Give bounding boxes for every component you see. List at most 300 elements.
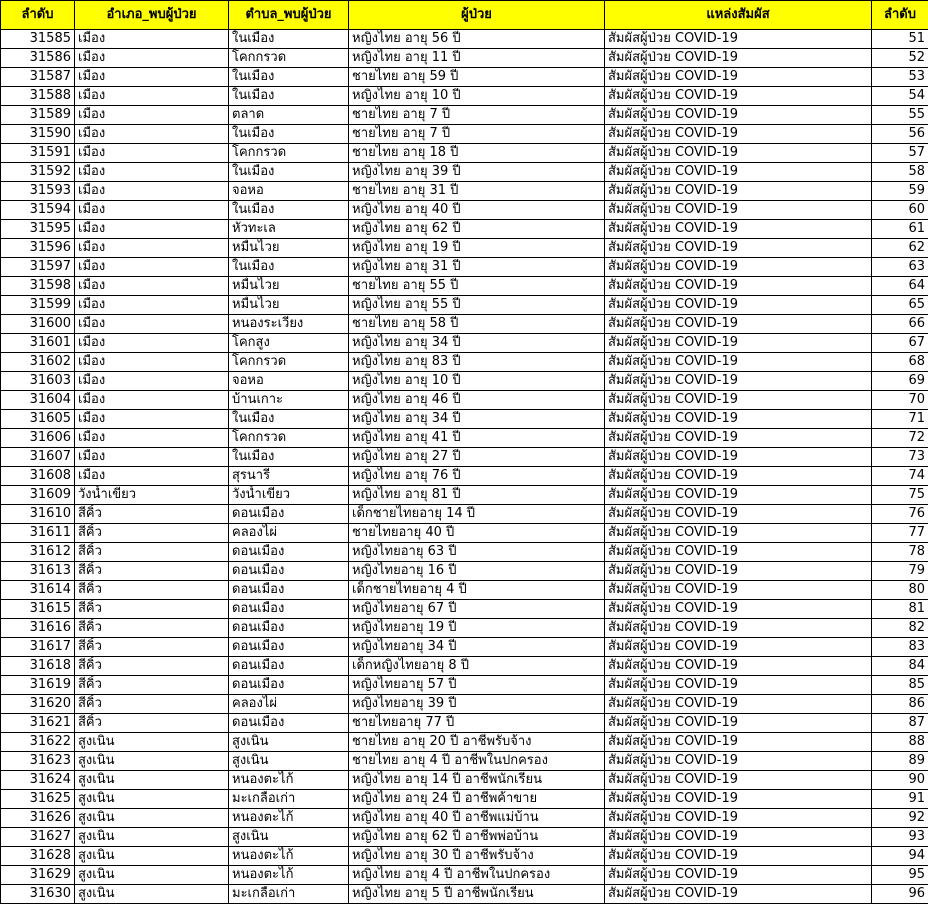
subdistrict-cell: ดอนเมือง	[229, 676, 349, 695]
sequence-cell: 70	[872, 391, 928, 410]
table-row	[1, 581, 928, 600]
case-no-cell: 31596	[1, 239, 75, 258]
case-no-cell: 31592	[1, 163, 75, 182]
case-no-cell: 31591	[1, 144, 75, 163]
district-cell: เมือง	[75, 125, 229, 144]
subdistrict-cell: หัวทะเล	[229, 220, 349, 239]
case-no-cell: 31604	[1, 391, 75, 410]
table-row	[1, 277, 928, 296]
case-no-cell: 31585	[1, 30, 75, 49]
sequence-cell: 55	[872, 106, 928, 125]
subdistrict-cell: คลองไผ่	[229, 695, 349, 714]
case-no-cell: 31619	[1, 676, 75, 695]
sequence-cell: 74	[872, 467, 928, 486]
patient-cell: ชายไทย อายุ 4 ปี อาชีพในปกครอง	[349, 752, 605, 771]
subdistrict-cell: คลองไผ่	[229, 524, 349, 543]
table-row	[1, 220, 928, 239]
sequence-cell: 61	[872, 220, 928, 239]
patient-cell: ชายไทยอายุ 77 ปี	[349, 714, 605, 733]
case-no-cell: 31611	[1, 524, 75, 543]
case-no-cell: 31618	[1, 657, 75, 676]
sequence-cell: 86	[872, 695, 928, 714]
contact-source-cell: สัมผัสผู้ป่วย COVID-19	[605, 828, 872, 847]
sequence-cell: 81	[872, 600, 928, 619]
case-no-cell: 31624	[1, 771, 75, 790]
table-row	[1, 505, 928, 524]
subdistrict-cell: ในเมือง	[229, 410, 349, 429]
table-row	[1, 49, 928, 68]
case-no-cell: 31607	[1, 448, 75, 467]
contact-source-cell: สัมผัสผู้ป่วย COVID-19	[605, 163, 872, 182]
district-cell: เมือง	[75, 220, 229, 239]
patient-cell: หญิงไทย อายุ 27 ปี	[349, 448, 605, 467]
case-no-cell: 31595	[1, 220, 75, 239]
patient-cell: เด็กชายไทยอายุ 14 ปี	[349, 505, 605, 524]
contact-source-cell: สัมผัสผู้ป่วย COVID-19	[605, 562, 872, 581]
contact-source-cell: สัมผัสผู้ป่วย COVID-19	[605, 391, 872, 410]
district-cell: สีคิ้ว	[75, 695, 229, 714]
case-no-cell: 31625	[1, 790, 75, 809]
contact-source-cell: สัมผัสผู้ป่วย COVID-19	[605, 885, 872, 904]
district-cell: เมือง	[75, 182, 229, 201]
table-row	[1, 619, 928, 638]
sequence-cell: 73	[872, 448, 928, 467]
subdistrict-cell: ดอนเมือง	[229, 714, 349, 733]
table-row	[1, 106, 928, 125]
subdistrict-cell: บ้านเกาะ	[229, 391, 349, 410]
table-row	[1, 562, 928, 581]
contact-source-cell: สัมผัสผู้ป่วย COVID-19	[605, 429, 872, 448]
patient-cell: หญิงไทย อายุ 62 ปี อาชีพพ่อบ้าน	[349, 828, 605, 847]
subdistrict-cell: โคกกรวด	[229, 429, 349, 448]
district-cell: สูงเนิน	[75, 790, 229, 809]
case-no-cell: 31603	[1, 372, 75, 391]
table-row	[1, 296, 928, 315]
contact-source-cell: สัมผัสผู้ป่วย COVID-19	[605, 296, 872, 315]
table-row	[1, 866, 928, 885]
subdistrict-cell: จอหอ	[229, 372, 349, 391]
contact-source-cell: สัมผัสผู้ป่วย COVID-19	[605, 239, 872, 258]
patient-cell: เด็กหญิงไทยอายุ 8 ปี	[349, 657, 605, 676]
district-cell: เมือง	[75, 30, 229, 49]
subdistrict-cell: หมื่นไวย	[229, 277, 349, 296]
patient-cell: หญิงไทยอายุ 19 ปี	[349, 619, 605, 638]
table-row	[1, 676, 928, 695]
sequence-cell: 59	[872, 182, 928, 201]
subdistrict-cell: ตลาด	[229, 106, 349, 125]
case-no-cell: 31590	[1, 125, 75, 144]
case-no-cell: 31627	[1, 828, 75, 847]
sequence-cell: 63	[872, 258, 928, 277]
subdistrict-cell: ดอนเมือง	[229, 562, 349, 581]
table-row	[1, 714, 928, 733]
sequence-cell: 66	[872, 315, 928, 334]
district-cell: สูงเนิน	[75, 885, 229, 904]
district-cell: เมือง	[75, 277, 229, 296]
sequence-cell: 79	[872, 562, 928, 581]
subdistrict-cell: ในเมือง	[229, 201, 349, 220]
contact-source-cell: สัมผัสผู้ป่วย COVID-19	[605, 258, 872, 277]
table-row	[1, 68, 928, 87]
case-no-cell: 31588	[1, 87, 75, 106]
contact-source-cell: สัมผัสผู้ป่วย COVID-19	[605, 733, 872, 752]
district-cell: เมือง	[75, 391, 229, 410]
district-cell: เมือง	[75, 87, 229, 106]
case-no-cell: 31589	[1, 106, 75, 125]
district-cell: สีคิ้ว	[75, 581, 229, 600]
table-row	[1, 315, 928, 334]
sequence-cell: 58	[872, 163, 928, 182]
district-cell: เมือง	[75, 353, 229, 372]
district-cell: เมือง	[75, 448, 229, 467]
district-cell: สีคิ้ว	[75, 524, 229, 543]
district-cell: เมือง	[75, 239, 229, 258]
district-cell: สีคิ้ว	[75, 676, 229, 695]
case-no-cell: 31615	[1, 600, 75, 619]
sequence-cell: 78	[872, 543, 928, 562]
subdistrict-cell: ในเมือง	[229, 30, 349, 49]
patient-cell: หญิงไทย อายุ 10 ปี	[349, 372, 605, 391]
patient-cell: หญิงไทยอายุ 67 ปี	[349, 600, 605, 619]
table-row	[1, 144, 928, 163]
sequence-cell: 89	[872, 752, 928, 771]
case-no-cell: 31628	[1, 847, 75, 866]
sequence-cell: 75	[872, 486, 928, 505]
patient-cell: หญิงไทยอายุ 34 ปี	[349, 638, 605, 657]
contact-source-cell: สัมผัสผู้ป่วย COVID-19	[605, 600, 872, 619]
district-cell: เมือง	[75, 201, 229, 220]
contact-source-cell: สัมผัสผู้ป่วย COVID-19	[605, 847, 872, 866]
table-row	[1, 353, 928, 372]
case-no-cell: 31586	[1, 49, 75, 68]
contact-source-cell: สัมผัสผู้ป่วย COVID-19	[605, 30, 872, 49]
district-cell: สูงเนิน	[75, 733, 229, 752]
district-cell: เมือง	[75, 410, 229, 429]
case-no-cell: 31606	[1, 429, 75, 448]
subdistrict-cell: หนองตะไก้	[229, 847, 349, 866]
subdistrict-cell: ดอนเมือง	[229, 543, 349, 562]
patient-cell: หญิงไทย อายุ 34 ปี	[349, 334, 605, 353]
contact-source-cell: สัมผัสผู้ป่วย COVID-19	[605, 752, 872, 771]
table-row	[1, 391, 928, 410]
patient-cell: หญิงไทยอายุ 39 ปี	[349, 695, 605, 714]
table-row	[1, 448, 928, 467]
patient-cell: ชายไทย อายุ 58 ปี	[349, 315, 605, 334]
subdistrict-cell: วังน้ำเขียว	[229, 486, 349, 505]
district-cell: สีคิ้ว	[75, 600, 229, 619]
subdistrict-cell: หมื่นไวย	[229, 239, 349, 258]
case-no-cell: 31587	[1, 68, 75, 87]
patient-cell: หญิงไทย อายุ 40 ปี	[349, 201, 605, 220]
contact-source-cell: สัมผัสผู้ป่วย COVID-19	[605, 866, 872, 885]
contact-source-cell: สัมผัสผู้ป่วย COVID-19	[605, 714, 872, 733]
table-row	[1, 467, 928, 486]
table-row	[1, 885, 928, 904]
patient-cell: ชายไทย อายุ 55 ปี	[349, 277, 605, 296]
table-row	[1, 828, 928, 847]
patient-cell: หญิงไทย อายุ 14 ปี อาชีพนักเรียน	[349, 771, 605, 790]
patient-cell: ชายไทย อายุ 59 ปี	[349, 68, 605, 87]
contact-source-cell: สัมผัสผู้ป่วย COVID-19	[605, 467, 872, 486]
sequence-cell: 62	[872, 239, 928, 258]
district-cell: เมือง	[75, 372, 229, 391]
contact-source-cell: สัมผัสผู้ป่วย COVID-19	[605, 410, 872, 429]
contact-source-cell: สัมผัสผู้ป่วย COVID-19	[605, 505, 872, 524]
patient-cell: หญิงไทย อายุ 41 ปี	[349, 429, 605, 448]
subdistrict-cell: ดอนเมือง	[229, 505, 349, 524]
district-cell: สีคิ้ว	[75, 562, 229, 581]
patient-cell: หญิงไทยอายุ 16 ปี	[349, 562, 605, 581]
table-row	[1, 429, 928, 448]
district-cell: เมือง	[75, 334, 229, 353]
contact-source-cell: สัมผัสผู้ป่วย COVID-19	[605, 543, 872, 562]
subdistrict-cell: ในเมือง	[229, 68, 349, 87]
table-row	[1, 600, 928, 619]
contact-source-cell: สัมผัสผู้ป่วย COVID-19	[605, 201, 872, 220]
contact-source-cell: สัมผัสผู้ป่วย COVID-19	[605, 695, 872, 714]
sequence-cell: 68	[872, 353, 928, 372]
district-cell: เมือง	[75, 258, 229, 277]
header-contact-source: แหล่งสัมผัส	[605, 1, 872, 30]
sequence-cell: 84	[872, 657, 928, 676]
table-row	[1, 125, 928, 144]
district-cell: สีคิ้ว	[75, 638, 229, 657]
sequence-cell: 64	[872, 277, 928, 296]
case-no-cell: 31598	[1, 277, 75, 296]
patient-cell: หญิงไทย อายุ 56 ปี	[349, 30, 605, 49]
subdistrict-cell: ในเมือง	[229, 87, 349, 106]
table-row	[1, 733, 928, 752]
contact-source-cell: สัมผัสผู้ป่วย COVID-19	[605, 49, 872, 68]
patient-cell: ชายไทย อายุ 31 ปี	[349, 182, 605, 201]
table-row	[1, 239, 928, 258]
contact-source-cell: สัมผัสผู้ป่วย COVID-19	[605, 353, 872, 372]
subdistrict-cell: ในเมือง	[229, 258, 349, 277]
sequence-cell: 60	[872, 201, 928, 220]
sequence-cell: 94	[872, 847, 928, 866]
district-cell: สูงเนิน	[75, 809, 229, 828]
district-cell: เมือง	[75, 163, 229, 182]
table-row	[1, 486, 928, 505]
sequence-cell: 85	[872, 676, 928, 695]
contact-source-cell: สัมผัสผู้ป่วย COVID-19	[605, 87, 872, 106]
district-cell: เมือง	[75, 49, 229, 68]
table-row	[1, 30, 928, 49]
sequence-cell: 92	[872, 809, 928, 828]
case-no-cell: 31626	[1, 809, 75, 828]
patient-cell: หญิงไทย อายุ 31 ปี	[349, 258, 605, 277]
sequence-cell: 80	[872, 581, 928, 600]
case-no-cell: 31616	[1, 619, 75, 638]
contact-source-cell: สัมผัสผู้ป่วย COVID-19	[605, 315, 872, 334]
subdistrict-cell: โคกกรวด	[229, 49, 349, 68]
patient-cell: หญิงไทย อายุ 34 ปี	[349, 410, 605, 429]
contact-source-cell: สัมผัสผู้ป่วย COVID-19	[605, 619, 872, 638]
district-cell: เมือง	[75, 68, 229, 87]
subdistrict-cell: จอหอ	[229, 182, 349, 201]
sequence-cell: 93	[872, 828, 928, 847]
case-no-cell: 31629	[1, 866, 75, 885]
patient-cell: หญิงไทย อายุ 62 ปี	[349, 220, 605, 239]
district-cell: สีคิ้ว	[75, 714, 229, 733]
case-no-cell: 31613	[1, 562, 75, 581]
district-cell: สูงเนิน	[75, 847, 229, 866]
contact-source-cell: สัมผัสผู้ป่วย COVID-19	[605, 182, 872, 201]
patient-cell: หญิงไทย อายุ 10 ปี	[349, 87, 605, 106]
district-cell: เมือง	[75, 106, 229, 125]
contact-source-cell: สัมผัสผู้ป่วย COVID-19	[605, 372, 872, 391]
patient-cell: หญิงไทย อายุ 4 ปี อาชีพในปกครอง	[349, 866, 605, 885]
table-row	[1, 182, 928, 201]
district-cell: สีคิ้ว	[75, 657, 229, 676]
district-cell: เมือง	[75, 315, 229, 334]
table-row	[1, 87, 928, 106]
contact-source-cell: สัมผัสผู้ป่วย COVID-19	[605, 334, 872, 353]
case-no-cell: 31601	[1, 334, 75, 353]
table-row	[1, 809, 928, 828]
sequence-cell: 76	[872, 505, 928, 524]
subdistrict-cell: สูงเนิน	[229, 733, 349, 752]
patient-cell: หญิงไทย อายุ 46 ปี	[349, 391, 605, 410]
district-cell: สีคิ้ว	[75, 543, 229, 562]
contact-source-cell: สัมผัสผู้ป่วย COVID-19	[605, 486, 872, 505]
table-row	[1, 638, 928, 657]
sequence-cell: 96	[872, 885, 928, 904]
contact-source-cell: สัมผัสผู้ป่วย COVID-19	[605, 68, 872, 87]
case-no-cell: 31614	[1, 581, 75, 600]
contact-source-cell: สัมผัสผู้ป่วย COVID-19	[605, 277, 872, 296]
patient-cell: หญิงไทย อายุ 83 ปี	[349, 353, 605, 372]
patient-cell: หญิงไทย อายุ 19 ปี	[349, 239, 605, 258]
subdistrict-cell: หนองตะไก้	[229, 866, 349, 885]
contact-source-cell: สัมผัสผู้ป่วย COVID-19	[605, 448, 872, 467]
contact-source-cell: สัมผัสผู้ป่วย COVID-19	[605, 220, 872, 239]
district-cell: สีคิ้ว	[75, 505, 229, 524]
patient-cell: หญิงไทย อายุ 5 ปี อาชีพนักเรียน	[349, 885, 605, 904]
sequence-cell: 56	[872, 125, 928, 144]
patient-cell: หญิงไทย อายุ 40 ปี อาชีพแม่บ้าน	[349, 809, 605, 828]
patient-cell: หญิงไทย อายุ 81 ปี	[349, 486, 605, 505]
sequence-cell: 51	[872, 30, 928, 49]
table-row	[1, 752, 928, 771]
sequence-cell: 65	[872, 296, 928, 315]
contact-source-cell: สัมผัสผู้ป่วย COVID-19	[605, 676, 872, 695]
sequence-cell: 72	[872, 429, 928, 448]
patient-cell: หญิงไทย อายุ 24 ปี อาชีพค้าขาย	[349, 790, 605, 809]
subdistrict-cell: สูงเนิน	[229, 752, 349, 771]
sequence-cell: 82	[872, 619, 928, 638]
table-row	[1, 410, 928, 429]
subdistrict-cell: ดอนเมือง	[229, 619, 349, 638]
case-no-cell: 31594	[1, 201, 75, 220]
case-no-cell: 31622	[1, 733, 75, 752]
sequence-cell: 77	[872, 524, 928, 543]
sequence-cell: 54	[872, 87, 928, 106]
case-no-cell: 31617	[1, 638, 75, 657]
contact-source-cell: สัมผัสผู้ป่วย COVID-19	[605, 524, 872, 543]
patient-cell: หญิงไทย อายุ 39 ปี	[349, 163, 605, 182]
patient-cell: เด็กชายไทยอายุ 4 ปี	[349, 581, 605, 600]
case-no-cell: 31593	[1, 182, 75, 201]
table-row	[1, 771, 928, 790]
contact-source-cell: สัมผัสผู้ป่วย COVID-19	[605, 809, 872, 828]
contact-source-cell: สัมผัสผู้ป่วย COVID-19	[605, 581, 872, 600]
subdistrict-cell: โคกกรวด	[229, 353, 349, 372]
sequence-cell: 52	[872, 49, 928, 68]
patient-cell: ชายไทย อายุ 7 ปี	[349, 125, 605, 144]
district-cell: วังน้ำเขียว	[75, 486, 229, 505]
sequence-cell: 57	[872, 144, 928, 163]
table-row	[1, 543, 928, 562]
contact-source-cell: สัมผัสผู้ป่วย COVID-19	[605, 106, 872, 125]
sequence-cell: 67	[872, 334, 928, 353]
district-cell: สีคิ้ว	[75, 619, 229, 638]
subdistrict-cell: หมื่นไวย	[229, 296, 349, 315]
subdistrict-cell: หนองตะไก้	[229, 809, 349, 828]
subdistrict-cell: หนองระเวียง	[229, 315, 349, 334]
patient-cell: ชายไทย อายุ 20 ปี อาชีพรับจ้าง	[349, 733, 605, 752]
patient-cell: หญิงไทยอายุ 63 ปี	[349, 543, 605, 562]
sequence-cell: 95	[872, 866, 928, 885]
subdistrict-cell: ดอนเมือง	[229, 581, 349, 600]
case-no-cell: 31612	[1, 543, 75, 562]
contact-source-cell: สัมผัสผู้ป่วย COVID-19	[605, 657, 872, 676]
district-cell: เมือง	[75, 429, 229, 448]
sequence-cell: 88	[872, 733, 928, 752]
case-no-cell: 31602	[1, 353, 75, 372]
table-row	[1, 847, 928, 866]
subdistrict-cell: ดอนเมือง	[229, 657, 349, 676]
patient-cell: หญิงไทย อายุ 30 ปี อาชีพรับจ้าง	[349, 847, 605, 866]
subdistrict-cell: โคกสูง	[229, 334, 349, 353]
table-row	[1, 372, 928, 391]
sequence-cell: 87	[872, 714, 928, 733]
patient-cell: ชายไทย อายุ 18 ปี	[349, 144, 605, 163]
table-row	[1, 790, 928, 809]
sequence-cell: 83	[872, 638, 928, 657]
case-no-cell: 31630	[1, 885, 75, 904]
case-no-cell: 31597	[1, 258, 75, 277]
district-cell: สูงเนิน	[75, 771, 229, 790]
contact-source-cell: สัมผัสผู้ป่วย COVID-19	[605, 790, 872, 809]
sequence-cell: 90	[872, 771, 928, 790]
header-patient: ผู้ป่วย	[349, 1, 605, 30]
table-row	[1, 524, 928, 543]
case-no-cell: 31620	[1, 695, 75, 714]
subdistrict-cell: มะเกลือเก่า	[229, 790, 349, 809]
patient-cell: หญิงไทย อายุ 76 ปี	[349, 467, 605, 486]
subdistrict-cell: สุรนารี	[229, 467, 349, 486]
district-cell: สูงเนิน	[75, 752, 229, 771]
case-no-cell: 31610	[1, 505, 75, 524]
table-row	[1, 695, 928, 714]
subdistrict-cell: ดอนเมือง	[229, 638, 349, 657]
header-subdistrict: ตำบล_พบผู้ป่วย	[229, 1, 349, 30]
district-cell: เมือง	[75, 144, 229, 163]
patient-cell: ชายไทยอายุ 40 ปี	[349, 524, 605, 543]
header-row	[1, 1, 928, 30]
sequence-cell: 71	[872, 410, 928, 429]
subdistrict-cell: ในเมือง	[229, 448, 349, 467]
sequence-cell: 69	[872, 372, 928, 391]
patient-cell: ชายไทย อายุ 7 ปี	[349, 106, 605, 125]
case-no-cell: 31623	[1, 752, 75, 771]
district-cell: สูงเนิน	[75, 866, 229, 885]
subdistrict-cell: หนองตะไก้	[229, 771, 349, 790]
contact-source-cell: สัมผัสผู้ป่วย COVID-19	[605, 144, 872, 163]
district-cell: สูงเนิน	[75, 828, 229, 847]
header-sequence: ลำดับ	[872, 1, 928, 30]
